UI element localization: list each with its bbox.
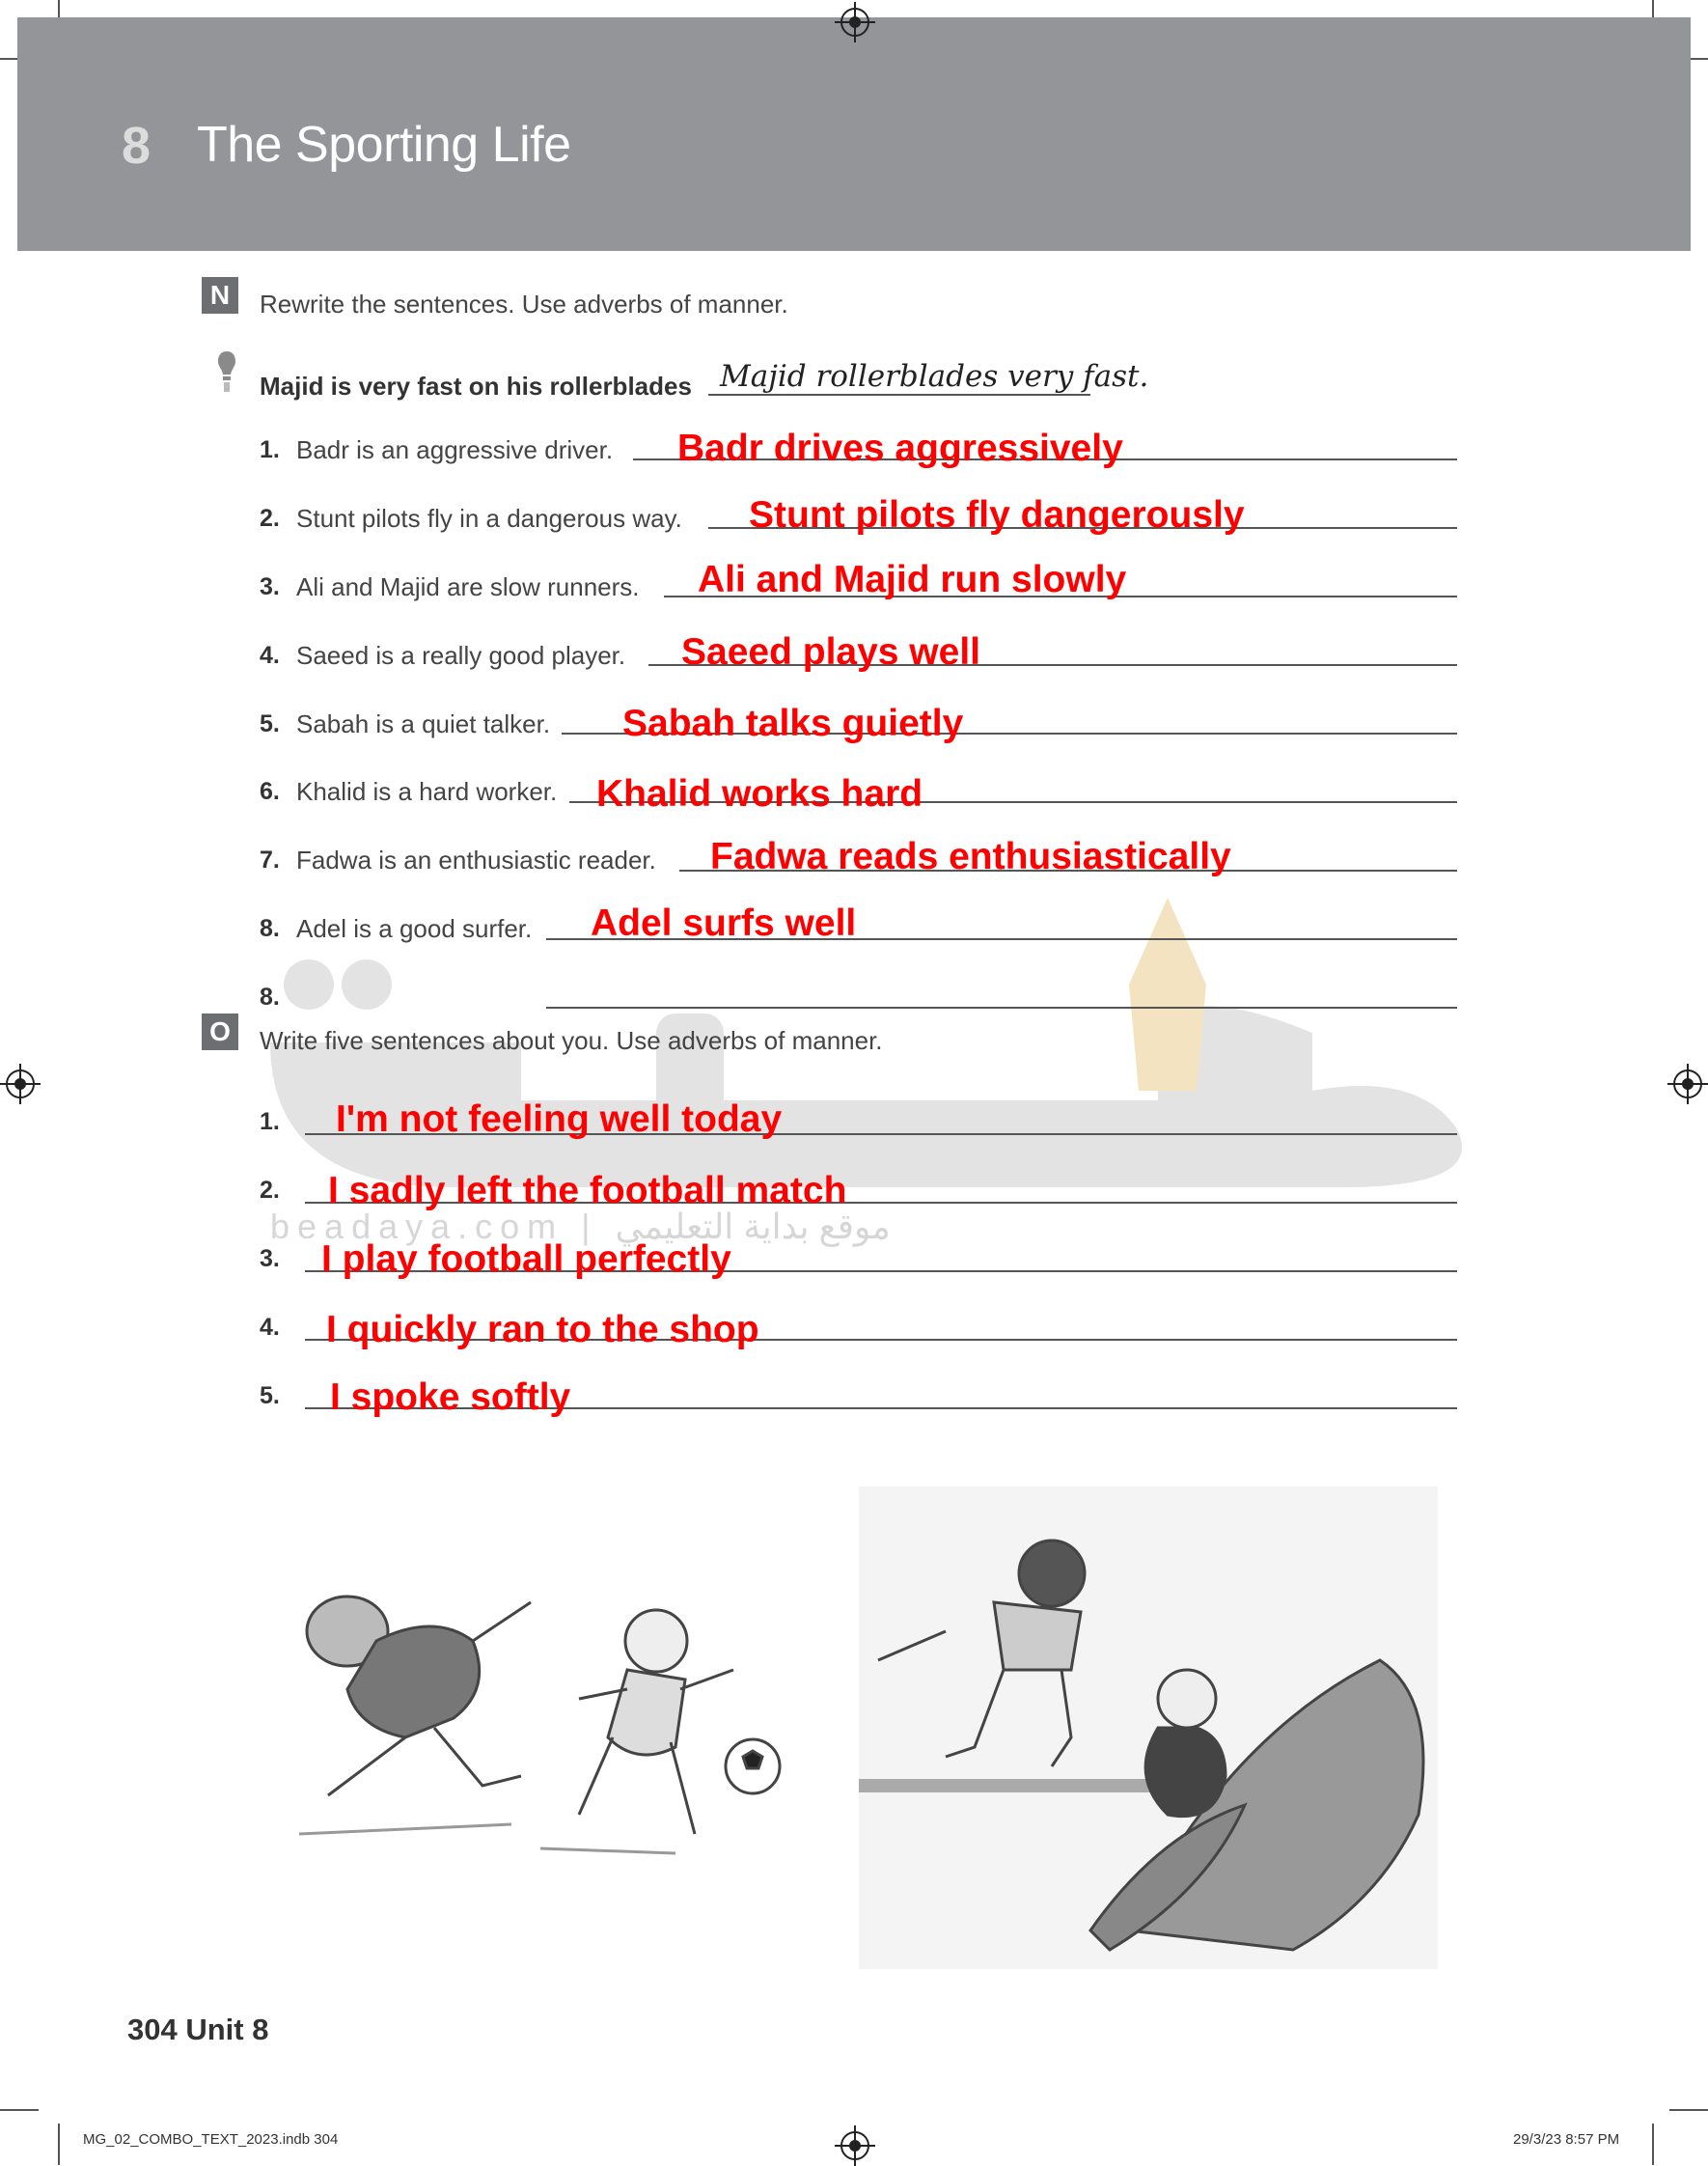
- item-answer[interactable]: Adel surfs well: [591, 902, 857, 944]
- item-number: 8.: [260, 915, 280, 942]
- crop-mark: [1669, 2109, 1708, 2111]
- crop-mark: [0, 2109, 39, 2111]
- item-prompt: Fadwa is an enthusiastic reader.: [296, 846, 656, 875]
- answer-line: [546, 1007, 1457, 1009]
- item-prompt: Adel is a good surfer.: [296, 914, 533, 943]
- item-number: 3.: [260, 573, 280, 600]
- item-prompt: Saeed is a really good player.: [296, 641, 626, 670]
- unit-title: The Sporting Life: [197, 117, 571, 173]
- slug-file-info: MG_02_COMBO_TEXT_2023.indb 304: [83, 2131, 339, 2148]
- item-number: 2.: [260, 1177, 280, 1204]
- item-answer[interactable]: I play football perfectly: [321, 1238, 731, 1280]
- crop-mark: [1652, 2124, 1654, 2165]
- registration-mark-icon: [840, 2131, 869, 2160]
- item-answer[interactable]: I sadly left the football match: [328, 1170, 847, 1211]
- item-answer[interactable]: Fadwa reads enthusiastically: [710, 836, 1231, 877]
- registration-mark-icon: [1673, 1069, 1702, 1098]
- watermark-text: beadaya.com | موقع بداية التعليمي: [270, 1207, 891, 1246]
- item-answer[interactable]: Ali and Majid run slowly: [698, 559, 1127, 600]
- item-prompt: Khalid is a hard worker.: [296, 777, 558, 806]
- item-prompt: Badr is an aggressive driver.: [296, 435, 614, 464]
- section-badge-o: O: [202, 1014, 238, 1050]
- item-prompt: Ali and Majid are slow runners.: [296, 572, 640, 601]
- registration-mark-icon: [6, 1069, 35, 1098]
- item-number: 5.: [260, 710, 280, 737]
- section-badge-n: N: [202, 277, 238, 314]
- item-answer[interactable]: Khalid works hard: [596, 773, 923, 815]
- section-o-instruction: Write five sentences about you. Use adverbs of manner.: [260, 1026, 883, 1055]
- unit-number: 8: [122, 117, 152, 175]
- item-number: 8.: [260, 984, 280, 1011]
- item-answer[interactable]: I'm not feeling well today: [336, 1098, 783, 1140]
- example-prompt: Majid is very fast on his rollerblades: [260, 372, 692, 401]
- item-number: 1.: [260, 436, 280, 463]
- illustration-rollerblader-surfer: [840, 1448, 1457, 1969]
- item-answer[interactable]: Badr drives aggressively: [677, 428, 1123, 469]
- item-prompt: Stunt pilots fly in a dangerous way.: [296, 504, 682, 533]
- example-answer: Majid rollerblades very fast.: [720, 359, 1149, 394]
- lightbulb-icon: [216, 349, 237, 394]
- item-number: 7.: [260, 847, 280, 874]
- item-number: 2.: [260, 505, 280, 532]
- example-answer-line: [708, 394, 1090, 396]
- slug-date-info: 29/3/23 8:57 PM: [1513, 2131, 1620, 2148]
- item-answer[interactable]: I spoke softly: [330, 1376, 571, 1418]
- item-number: 4.: [260, 1314, 280, 1341]
- item-number: 4.: [260, 642, 280, 669]
- item-answer[interactable]: Sabah talks guietly: [622, 703, 964, 744]
- illustration-football-players: [289, 1583, 801, 1873]
- item-prompt: Sabah is a quiet talker.: [296, 709, 551, 738]
- item-number: 5.: [260, 1382, 280, 1409]
- crop-mark: [58, 2124, 60, 2165]
- section-n-instruction: Rewrite the sentences. Use adverbs of manner.: [260, 290, 788, 319]
- registration-mark-icon: [840, 8, 869, 37]
- item-number: 3.: [260, 1245, 280, 1272]
- item-answer[interactable]: I quickly ran to the shop: [326, 1309, 759, 1350]
- item-number: 6.: [260, 778, 280, 805]
- item-answer[interactable]: Stunt pilots fly dangerously: [749, 494, 1245, 536]
- item-answer[interactable]: Saeed plays well: [681, 631, 981, 673]
- item-number: 1.: [260, 1108, 280, 1135]
- page-number-label: 304 Unit 8: [127, 2013, 269, 2046]
